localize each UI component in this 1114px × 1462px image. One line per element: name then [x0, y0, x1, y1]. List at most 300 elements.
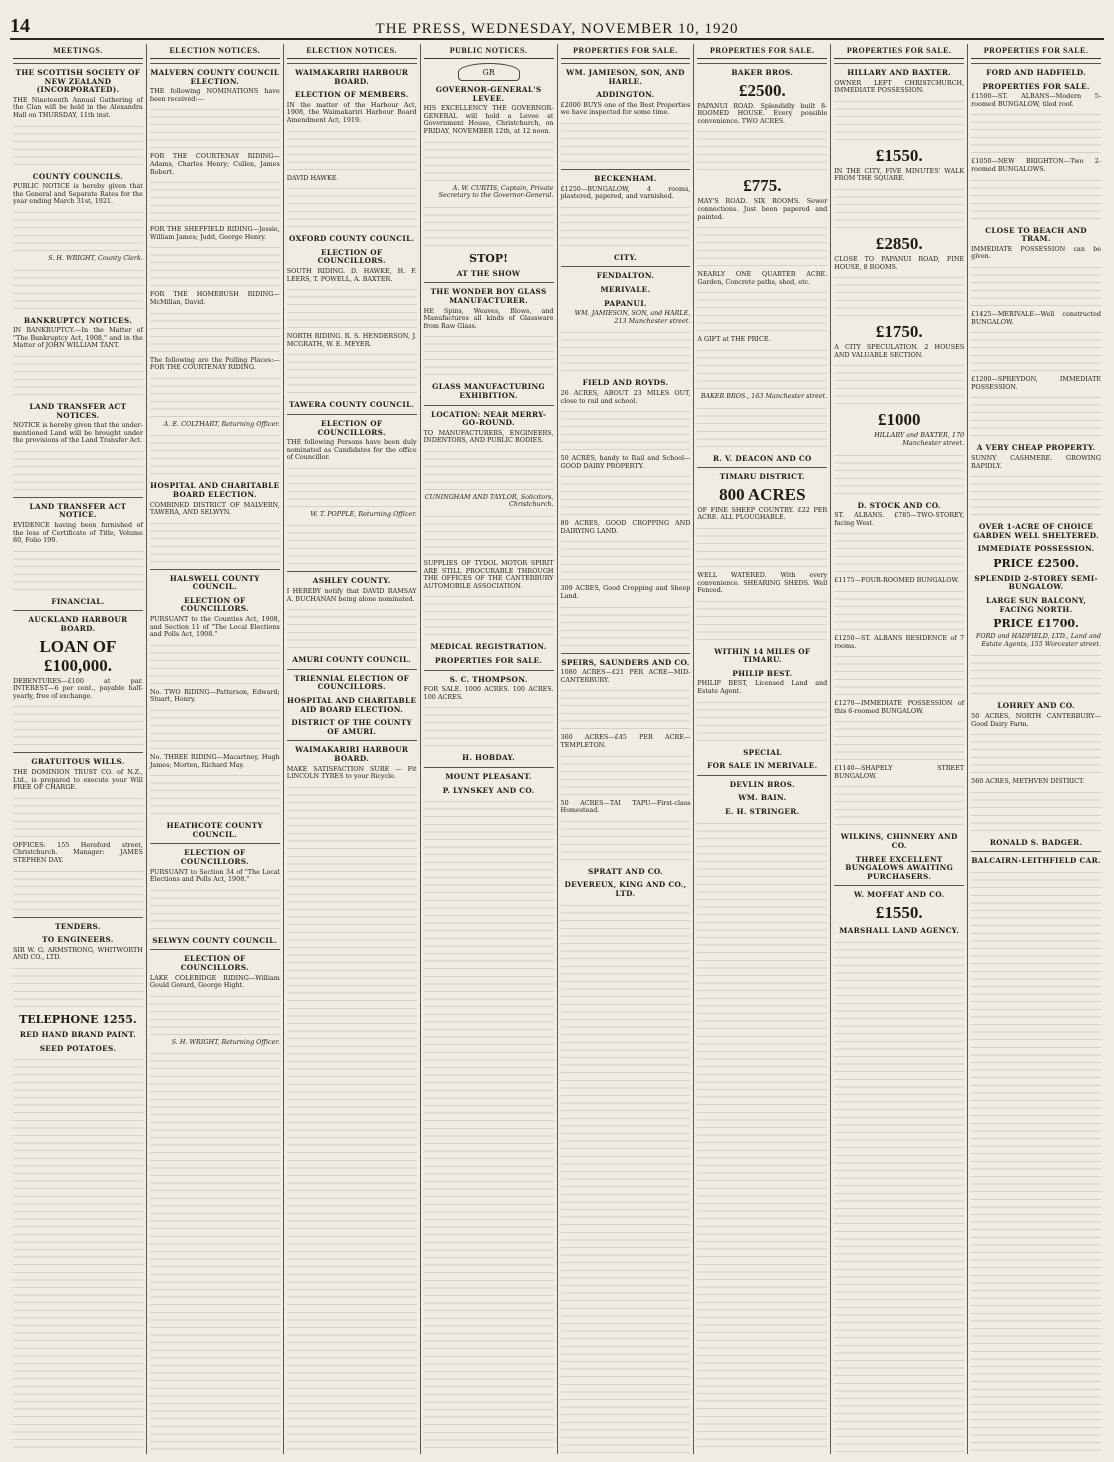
small-print-filler [834, 529, 964, 575]
small-print-filler [971, 328, 1101, 374]
small-print-filler [971, 110, 1101, 156]
section-heading: HALSWELL COUNTY COUNCIL. [169, 573, 260, 592]
notice-text: IN THE CITY, FIVE MINUTES' WALK FROM THE SQUARE. [834, 166, 965, 183]
page-number: 14 [10, 15, 30, 37]
small-print-filler [287, 184, 417, 230]
small-print-filler [424, 592, 554, 638]
small-print-filler [424, 138, 554, 184]
notice-text: 50 ACRES, NORTH CANTERBURY—Good Dairy Farm. [971, 712, 1101, 728]
notice-text: PUBLIC NOTICE is hereby given that the General and Separate Rates for the year ending March 31st, 1921. [13, 182, 143, 206]
column-heading: PUBLIC NOTICES. [424, 44, 554, 59]
small-print-filler [424, 332, 554, 378]
notice-text: PHILIP BEST, Licensed Land and Estate Agent. [697, 679, 828, 696]
notice-text: COMBINED DISTRICT OF MALVERN, TAWERA, AND SELWYN. [149, 500, 280, 517]
section-heading: TAWERA COUNTY COUNCIL. [288, 400, 415, 410]
notice-text: PURSUANT to Section 34 of "The Local Elections and Polls Act, 1908." [149, 867, 280, 884]
section-heading: FOR SALE IN MERIVALE. [707, 761, 818, 771]
section-heading: TO ENGINEERS. [42, 935, 114, 945]
small-print-filler [287, 285, 417, 331]
notice-text: NEARLY ONE QUARTER ACRE. Garden, Concrete paths, shed, etc. [697, 270, 828, 286]
small-print-filler [150, 374, 280, 420]
small-print-filler [150, 641, 280, 687]
notice-text: PURSUANT to the Counties Act, 1908, and Section 11 of "The Local Elections and Polls Act, 1908." [149, 615, 280, 639]
section-heading: AUCKLAND HARBOUR BOARD. [28, 615, 128, 634]
notice-text: 560 ACRES, METHVEN DISTRICT. [971, 777, 1085, 786]
notice-text: MAKE SATISFACTION SURE — Fit LINCOLN TYRES to your Bicycle. [286, 764, 417, 781]
notice-text: £1425—MERIVALE—Well constructed BUNGALOW. [971, 309, 1101, 326]
section-heading: RONALD S. BADGER. [989, 837, 1083, 847]
section-heading: ELECTION OF COUNCILLORS. [180, 848, 249, 866]
section-heading: ASHLEY COUNTY. [312, 576, 391, 586]
small-print-filler [971, 651, 1101, 697]
section-heading: AT THE SHOW [456, 268, 521, 278]
section-heading: DEVLIN BROS. [729, 779, 795, 789]
notice-text: WELL WATERED. With every convenience. SHEARING SHEDS. Well Fenced. [697, 570, 828, 595]
signature-line: A. E. COLTHART, Returning Officer. [163, 419, 280, 428]
divider [424, 282, 554, 283]
small-print-filler [561, 752, 691, 798]
divider [287, 571, 417, 572]
divider [834, 885, 964, 886]
small-print-filler [13, 1055, 143, 1454]
section-heading: FORD AND HADFIELD. [986, 68, 1086, 77]
price-display: £2500. [738, 80, 786, 100]
section-heading: WAIMAKARIRI HARBOUR BOARD. [295, 745, 409, 763]
divider [971, 851, 1101, 852]
divider [150, 569, 280, 570]
small-print-filler [13, 547, 143, 593]
notice-text: SUPPLIES OF TYDOL MOTOR SPIRIT ARE STILL PROCURABLE THROUGH THE OFFICES OF THE CANTERBURY AUTOMOBILE ASSOCIATION. [423, 559, 554, 590]
notice-text: CLOSE TO PAPANUI ROAD, FINE HOUSE, 8 ROOMS. [834, 254, 965, 271]
notice-headline: TELEPHONE 1255. [19, 1012, 137, 1026]
notice-text: OWNER LEFT CHRISTCHURCH, IMMEDIATE POSSESSION. [834, 78, 965, 95]
signature-line: BAKER BROS., 163 Manchester street. [700, 391, 828, 400]
section-heading: HEATHCOTE COUNTY COUNCIL. [166, 821, 263, 839]
small-print-filler [424, 703, 554, 749]
small-print-filler [150, 243, 280, 289]
notice-text: SIR W. G. ARMSTRONG, WHITWORTH AND CO., LTD. [13, 945, 143, 962]
small-print-filler [13, 208, 143, 254]
small-print-filler [834, 361, 964, 407]
section-heading: R. V. DEACON AND CO [713, 453, 812, 463]
section-heading: LAND TRANSFER ACT NOTICES. [29, 401, 127, 420]
notice-text: THE DOMINION TRUST CO. of N.Z., Ltd., is prepared to execute your Will FREE OF CHARGE. [13, 768, 143, 792]
small-print-filler [287, 464, 417, 510]
divider [13, 497, 143, 498]
small-print-filler [697, 127, 827, 173]
price-display: £1000 [877, 410, 921, 430]
small-print-filler [561, 203, 691, 249]
section-heading: HOSPITAL AND CHARITABLE AID BOARD ELECTION. [287, 696, 417, 714]
small-print-filler [150, 706, 280, 752]
section-heading: E. H. STRINGER. [725, 807, 800, 817]
divider [697, 467, 827, 468]
small-print-filler [971, 868, 1101, 1454]
section-heading: PHILIP BEST. [732, 668, 793, 678]
signature-line: A. W. CURTIS, Captain, Private Secretary to the Governor-General. [438, 183, 554, 200]
small-print-filler [150, 431, 280, 477]
column-heading: ELECTION NOTICES. [287, 44, 417, 59]
section-heading: W. MOFFAT AND CO. [854, 890, 945, 900]
notice-headline: STOP! [469, 251, 508, 265]
section-heading: PROPERTIES FOR SALE. [434, 656, 543, 666]
column-1 [10, 44, 147, 1454]
section-heading: THE SCOTTISH SOCIETY OF NEW ZEALAND (INCORPORATED). [15, 68, 141, 95]
small-print-filler [834, 185, 964, 231]
small-print-filler [13, 122, 143, 168]
notice-text: 360 ACRES—£45 PER ACRE—TEMPLETON. [560, 733, 691, 750]
signature-line: WM. JAMIESON, SON, and HARLE, 213 Manchester street. [574, 309, 691, 325]
small-print-filler [834, 652, 964, 698]
notice-text: No. TWO RIDING—Patterson, Edward; Stuart, Henry. [149, 687, 280, 704]
small-print-filler [561, 901, 691, 1454]
notice-text: A CITY SPECULATION. 2 HOUSES AND VALUABLE SECTION. [834, 343, 965, 359]
section-heading: WITHIN 14 MILES OF TIMARU. [714, 646, 811, 665]
small-print-filler [697, 524, 827, 570]
section-heading: MERIVALE. [600, 284, 651, 294]
small-print-filler [287, 605, 417, 651]
notice-text: HIS EXCELLENCY THE GOVERNOR-GENERAL will hold a Levee at Government House, Christchurch, on FRIDAY, NOVEMBER 12th, at 12 noon. [423, 104, 554, 135]
notice-text: ST. ALBANS. £785—TWO-STOREY, facing West. [834, 511, 965, 527]
notice-text: OF FINE SHEEP COUNTRY. £22 PER ACRE. ALL PLOUGHABLE. [697, 505, 828, 522]
small-print-filler [424, 203, 554, 249]
section-heading: BAKER BROS. [731, 68, 794, 77]
small-print-filler [971, 730, 1101, 776]
notice-text: £1270—IMMEDIATE POSSESSION of this 6-roomed BUNGALOW. [834, 699, 965, 715]
small-print-filler [697, 346, 827, 392]
small-print-filler [150, 886, 280, 932]
notice-text: £2000 BUYS one of the Best Properties we have inspected for some time. [560, 100, 691, 117]
notice-headline: PRICE £1700. [993, 617, 1079, 631]
royal-crest-icon: GR [458, 63, 520, 81]
divider [13, 63, 143, 64]
signature-line: S. H. WRIGHT, County Clerk. [48, 253, 143, 262]
divider [13, 752, 143, 753]
small-print-filler [697, 597, 827, 643]
divider [287, 63, 417, 64]
column-4 [421, 44, 558, 1454]
small-print-filler [697, 288, 827, 334]
divider [424, 670, 554, 671]
notice-text: £1140—SHAPELY STREET BUNGALOW. [834, 764, 965, 780]
section-heading: TRIENNIAL ELECTION OF COUNCILLORS. [294, 673, 410, 692]
column-heading: PROPERTIES FOR SALE. [834, 44, 964, 59]
notice-text: LAKE COLERIDGE RIDING—William Gould Gerard, George Hight. [149, 973, 280, 990]
small-print-filler [150, 1095, 280, 1454]
section-heading: LOHREY AND CO. [997, 701, 1075, 711]
notice-text: TO MANUFACTURERS, ENGINEERS, INDENTORS, AND PUBLIC BODIES. [423, 428, 554, 445]
divider [561, 169, 691, 170]
section-heading: WM. JAMIESON, SON, AND HARLE. [566, 68, 685, 86]
notice-text: A GIFT at THE PRICE. [697, 335, 771, 344]
small-print-filler [13, 352, 143, 398]
small-print-filler [287, 521, 417, 567]
section-heading: PROPERTIES FOR SALE. [982, 81, 1090, 91]
section-heading: LAND TRANSFER ACT NOTICE. [29, 501, 127, 520]
column-heading: PROPERTIES FOR SALE. [971, 44, 1101, 59]
section-heading: D. STOCK AND CO. [857, 500, 941, 510]
notice-text: THE following Persons have been duly nominated as Candidates for the office of Councillor. [286, 438, 417, 462]
small-print-filler [150, 519, 280, 565]
divider [424, 767, 554, 768]
small-print-filler [561, 603, 691, 649]
signature-line: CUNINGHAM AND TAYLOR, Solicitors, Christchurch. [424, 492, 554, 509]
section-heading: BECKENHAM. [594, 173, 657, 183]
section-heading: MOUNT PLEASANT. [445, 772, 532, 781]
notice-text: £1250—ST. ALBANS RESIDENCE of 7 rooms. [834, 633, 965, 650]
notice-text: MAY'S ROAD. SIX ROOMS. Sewer connections. Just been papered and painted. [697, 197, 828, 221]
divider [150, 949, 280, 950]
small-print-filler [834, 717, 964, 763]
section-heading: P. LYNSKEY AND CO. [442, 785, 535, 795]
section-heading: CITY. [613, 252, 637, 262]
column-6 [694, 44, 831, 1454]
small-print-filler [971, 393, 1101, 439]
small-print-filler [697, 819, 827, 1454]
notice-text: PAPANUI ROAD. Splendidly built 8-ROOMED HOUSE. Every possible convenience. TWO ACRES. [697, 101, 828, 125]
price-display: LOAN OF £100,000. [39, 636, 117, 675]
section-heading: BANKRUPTCY NOTICES. [23, 315, 133, 325]
small-print-filler [834, 97, 964, 143]
price-display: £1550. [875, 903, 923, 923]
section-heading: ELECTION OF COUNCILLORS. [180, 954, 249, 972]
section-heading: COUNTY COUNCILS. [32, 171, 124, 181]
notice-text: £1500—ST. ALBANS—Modern 5-roomed BUNGALOW, tiled roof. [971, 92, 1101, 108]
small-print-filler [13, 867, 143, 913]
small-print-filler [561, 407, 691, 453]
small-print-filler [150, 309, 280, 355]
notice-text: FOR THE SHEFFIELD RIDING—Jessie, William James; Judd, George Henry. [149, 225, 280, 241]
notice-text: £1200—SPREYDON, IMMEDIATE POSSESSION. [971, 375, 1101, 391]
section-heading: OVER 1-ACRE OF CHOICE GARDEN WELL SHELTERED. [973, 522, 1099, 540]
section-heading: GRATUITOUS WILLS. [31, 757, 125, 767]
notice-text: SOUTH RIDING. D. HAWKE, H. F. LEERS, T. POWELL, A. BAXTER. [286, 266, 417, 283]
section-heading: WM. BAIN. [738, 793, 787, 803]
column-7 [831, 44, 968, 1454]
section-heading: H. HOBDAY. [462, 753, 515, 763]
notice-text: THE following NOMINATIONS have been received:— [149, 87, 280, 103]
small-print-filler [561, 119, 691, 165]
price-display: £1550. [875, 145, 923, 165]
section-heading: OXFORD COUNTY COUNCIL. [288, 234, 415, 244]
small-print-filler [971, 472, 1101, 518]
notice-text: 309 ACRES, Good Cropping and Sheep Land. [560, 584, 691, 601]
section-heading: AMURI COUNTY COUNCIL. [292, 655, 412, 665]
notice-text: The following are the Polling Places:—FOR THE COURTENAY RIDING. [149, 355, 280, 372]
notice-text: NOTICE is hereby given that the under-mentioned Land will be brought under the provisions of the Land Transfer Act. [13, 421, 143, 445]
section-heading: ELECTION OF COUNCILLORS. [317, 247, 386, 266]
section-heading: WILKINS, CHINNERY AND CO. [840, 832, 958, 851]
divider [971, 63, 1101, 64]
signature-line: W. T. POPPLE, Returning Officer. [310, 509, 417, 518]
small-print-filler [561, 537, 691, 583]
notice-text: £1050—NEW BRIGHTON—Two 2-roomed BUNGALOWS. [971, 157, 1101, 173]
notice-text: £1250—BUNGALOW, 4 rooms, plastered, papered, and varnished. [560, 184, 691, 201]
notice-text: THE Nineteenth Annual Gathering of the Clan will be held in the Alexandra Hall on THURSDAY, 11th inst. [13, 95, 143, 119]
notice-text: No. THREE RIDING—Macartney, Hugh James; Morten, Richard May. [149, 753, 280, 769]
small-print-filler [834, 451, 964, 497]
notice-headline: PRICE £2500. [993, 556, 1079, 570]
divider [424, 405, 554, 406]
small-print-filler [13, 702, 143, 748]
signature-line: FORD and HADFIELD, LTD., Land and Estate Agents, 155 Worcester street. [975, 632, 1101, 648]
signature-line: S. H. WRIGHT, Returning Officer. [171, 1037, 280, 1046]
small-print-filler [150, 992, 280, 1038]
small-print-filler [13, 964, 143, 1010]
notice-text: I HEREBY notify that DAVID RAMSAY A. BUCHANAN being alone nominated. [286, 587, 417, 603]
small-print-filler [561, 328, 691, 374]
small-print-filler [13, 794, 143, 840]
notice-text: 50 ACRES—TAI TAPU—First-class Homestead. [560, 798, 691, 815]
section-heading: FENDALTON. [596, 271, 655, 281]
notice-text: 1080 ACRES—£21 PER ACRE—MID-CANTERBURY. [560, 668, 691, 684]
small-print-filler [287, 783, 417, 829]
section-heading: IMMEDIATE POSSESSION. [977, 544, 1095, 554]
notice-text: 80 ACRES, GOOD CROPPING AND DAIRYING LAND. [560, 519, 691, 535]
section-heading: HILLARY AND BAXTER. [847, 68, 952, 77]
small-print-filler [561, 817, 691, 863]
notice-text: DEBENTURES—£100 at par. INTEREST—6 per cent., payable half-yearly, free of exchange. [13, 676, 143, 700]
section-heading: DEVEREUX, KING AND CO., LTD. [564, 880, 687, 898]
notice-text: EVIDENCE having been furnished of the loss of Certificate of Title, Volume 80, Folio 199. [13, 521, 143, 545]
small-print-filler [834, 273, 964, 319]
notice-text: OFFICES: 155 Hereford street, Christchurch. Manager: JAMES STEPHEN DAY. [13, 840, 143, 864]
notice-text: IN the matter of the Harbour Act, 1908, the Waimakariri Harbour Board Amendment Act, 1919. [286, 100, 417, 124]
section-heading: THE WONDER BOY GLASS MANUFACTURER. [430, 287, 547, 305]
notice-text: FOR THE HOMEBUSH RIDING—McMillan, David. [149, 290, 280, 306]
section-heading: ELECTION OF MEMBERS. [294, 90, 409, 100]
section-heading: BALCAIRN-LEITHFIELD CAR. [971, 856, 1101, 866]
small-print-filler [697, 223, 827, 269]
section-heading: SEED POTATOES. [39, 1043, 117, 1053]
price-display: 800 ACRES [719, 484, 806, 504]
section-heading: THREE EXCELLENT BUNGALOWS AWAITING PURCHASERS. [845, 854, 954, 881]
divider [287, 669, 417, 670]
column-8 [968, 44, 1104, 1454]
section-heading: A VERY CHEAP PROPERTY. [976, 443, 1096, 453]
masthead [10, 8, 1104, 40]
small-print-filler [424, 447, 554, 493]
column-heading: MEETINGS. [13, 44, 143, 59]
small-print-filler [13, 447, 143, 493]
section-heading: TENDERS. [55, 921, 101, 931]
small-print-filler [150, 105, 280, 151]
columns [10, 44, 1104, 1454]
notice-text: IN BANKRUPTCY.—In the Matter of "The Bankruptcy Act, 1908," and in the Matter of JOHN WILLIAM TANT. [13, 326, 143, 350]
section-heading: MARSHALL LAND AGENCY. [839, 926, 960, 936]
section-heading: HOSPITAL AND CHARITABLE BOARD ELECTION. [150, 481, 280, 499]
section-heading: MEDICAL REGISTRATION. [430, 642, 547, 652]
small-print-filler [971, 176, 1101, 222]
section-heading: SPEIRS, SAUNDERS AND CO. [561, 657, 690, 667]
divider [287, 740, 417, 741]
small-print-filler [13, 266, 143, 312]
small-print-filler [561, 472, 691, 518]
divider [150, 843, 280, 844]
section-heading: ADDINGTON. [596, 90, 655, 100]
notice-text: FOR THE COURTENAY RIDING—Adams, Charles Henry; Cullen, James Robert. [149, 152, 280, 176]
column-heading: ELECTION NOTICES. [150, 44, 280, 59]
section-heading: SELWYN COUNTY COUNCIL. [152, 935, 278, 945]
signature-line: HILLARY and BAXTER, 170 Manchester street. [874, 431, 965, 447]
divider [561, 63, 691, 64]
column-5 [558, 44, 695, 1454]
small-print-filler [150, 178, 280, 224]
notice-text: 50 ACRES, handy to Rail and School—GOOD DAIRY PROPERTY. [560, 454, 691, 470]
section-heading: WAIMAKARIRI HARBOUR BOARD. [295, 68, 409, 86]
section-heading: GLASS MANUFACTURING EXHIBITION. [432, 382, 545, 400]
section-heading: TIMARU DISTRICT. [719, 472, 805, 482]
divider [561, 653, 691, 654]
section-heading: ELECTION OF COUNCILLORS. [180, 595, 249, 614]
small-print-filler [834, 938, 964, 1454]
masthead-title: THE PRESS, WEDNESDAY, NOVEMBER 10, 1920 [375, 21, 739, 37]
section-heading: SPRATT AND CO. [587, 866, 663, 876]
divider [561, 266, 691, 267]
section-heading: FIELD AND ROYDS. [582, 378, 669, 388]
section-heading: LARGE SUN BALCONY, FACING NORTH. [986, 596, 1087, 614]
section-heading: MALVERN COUNTY COUNCIL ELECTION. [150, 68, 280, 86]
divider [150, 63, 280, 64]
notice-text: DAVID HAWKE. [286, 173, 339, 182]
section-heading: ELECTION OF COUNCILLORS. [317, 418, 386, 437]
section-heading: CLOSE TO BEACH AND TRAM. [985, 225, 1087, 244]
section-heading: S. C. THOMPSON. [449, 674, 528, 684]
small-print-filler [150, 771, 280, 817]
small-print-filler [834, 587, 964, 633]
notice-text: 26 ACRES, ABOUT 23 MILES OUT, close to rail and school. [560, 388, 691, 405]
divider [13, 610, 143, 611]
section-heading: LOCATION: NEAR MERRY-GO-ROUND. [430, 409, 547, 428]
column-2 [147, 44, 284, 1454]
column-3 [284, 44, 421, 1454]
divider [697, 63, 827, 64]
small-print-filler [424, 797, 554, 1454]
section-heading: SPLENDID 2-STOREY SEMI-BUNGALOW. [974, 573, 1098, 592]
small-print-filler [424, 512, 554, 558]
notice-text: FOR SALE. 1000 ACRES. 100 ACRES. 100 ACRES. [423, 685, 554, 701]
small-print-filler [697, 404, 827, 450]
small-print-filler [287, 350, 417, 396]
column-heading: PROPERTIES FOR SALE. [561, 44, 691, 59]
section-heading: RED HAND BRAND PAINT. [19, 1029, 136, 1039]
small-print-filler [697, 698, 827, 744]
section-heading: FINANCIAL. [51, 596, 105, 606]
notice-text: IMMEDIATE POSSESSION can be given. [971, 244, 1101, 261]
section-heading: GOVERNOR-GENERAL'S LEVEE. [435, 85, 542, 103]
notice-text: SUNNY CASHMERE. GROWING RAPIDLY. [971, 453, 1101, 470]
divider [834, 63, 964, 64]
price-display: £2850. [875, 233, 923, 253]
notice-text: £1175—FOUR-ROOMED BUNGALOW. [834, 576, 960, 585]
notice-text: HE Spins, Weaves, Blows, and Manufactures all kinds of Glassware from Raw Glass. [423, 306, 554, 330]
small-print-filler [150, 1049, 280, 1095]
column-heading: PROPERTIES FOR SALE. [697, 44, 827, 59]
notice-text: NORTH RIDING. R. S. HENDERSON, J. MCGRATH, W. E. MEYER. [286, 332, 417, 348]
small-print-filler [287, 829, 417, 1454]
small-print-filler [834, 782, 964, 828]
divider [287, 414, 417, 415]
section-heading: DISTRICT OF THE COUNTY OF AMURI. [291, 718, 412, 736]
price-display: £1750. [875, 322, 923, 342]
small-print-filler [971, 263, 1101, 309]
divider [13, 917, 143, 918]
small-print-filler [971, 788, 1101, 834]
divider [697, 775, 827, 776]
small-print-filler [287, 127, 417, 173]
section-heading: PAPANUI. [604, 298, 647, 308]
price-display: £775. [743, 176, 782, 196]
